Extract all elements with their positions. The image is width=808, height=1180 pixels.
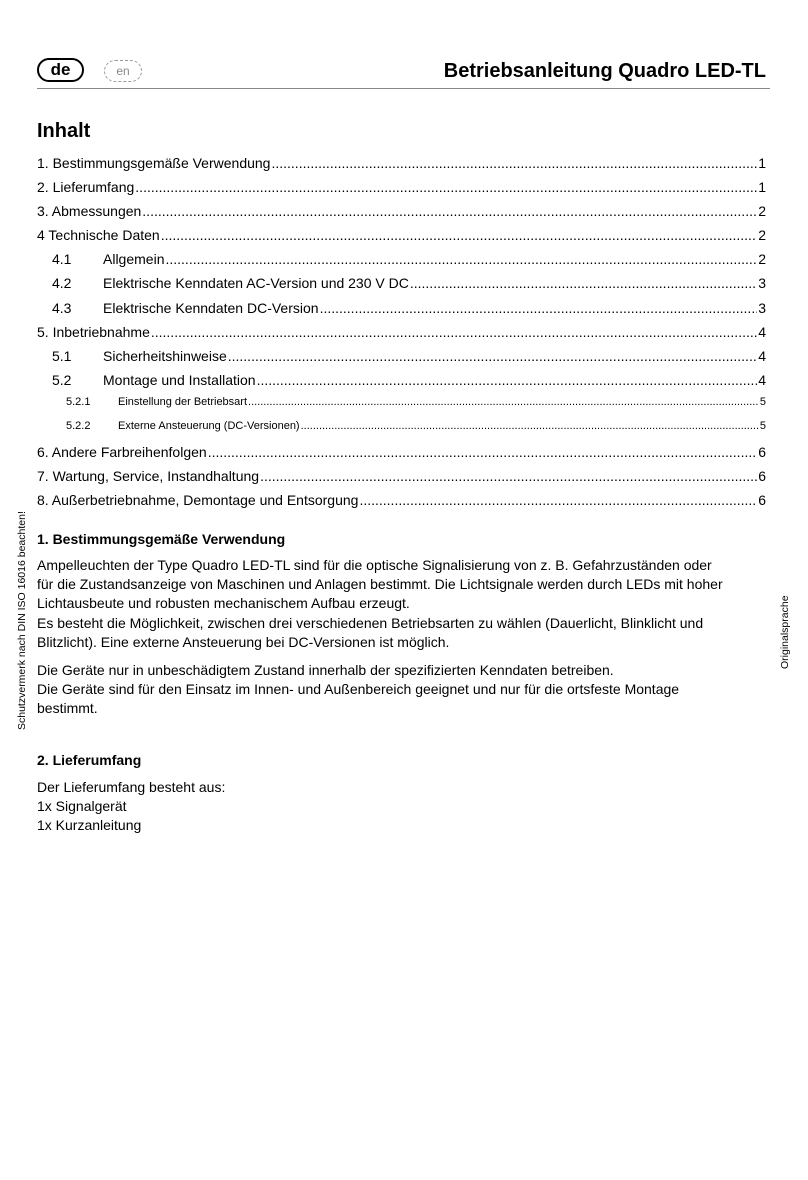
toc-entry-title: Elektrische Kenndaten DC-Version: [103, 299, 319, 316]
toc-entry-page: 1: [758, 179, 766, 196]
text-line: Lichtausbeute und robusten mechanischem Aufbau erzeugt.: [37, 595, 410, 612]
toc-entry[interactable]: [37, 492, 766, 516]
toc-heading: Inhalt: [37, 120, 91, 142]
header-divider: [37, 88, 770, 89]
toc-leader: [142, 203, 757, 219]
section-1-paragraph-1: [37, 556, 772, 652]
toc-entry-number: 5.1: [52, 347, 72, 364]
toc-leader: [228, 348, 757, 364]
toc-entry-title: 8. Außerbetriebnahme, Demontage und Entsorgung: [37, 492, 359, 509]
toc-entry-title: 3. Abmessungen: [37, 203, 142, 220]
text-line: Es besteht die Möglichkeit, zwischen drei verschiedenen Betriebsarten zu wählen (Dauerlicht, Blinklicht und: [37, 614, 704, 631]
original-language-note: Originalsprache: [779, 595, 791, 669]
toc-leader: [151, 324, 757, 340]
toc-entry[interactable]: [37, 468, 766, 492]
section-2-body: [37, 778, 772, 836]
toc-entry-page: 1: [758, 155, 766, 171]
toc-entry[interactable]: [37, 372, 766, 396]
toc-entry-page: 4: [758, 371, 766, 388]
toc-entry-page: 2: [758, 203, 766, 220]
table-of-contents: [37, 155, 766, 516]
toc-entry-title: Externe Ansteuerung (DC-Versionen): [118, 420, 300, 433]
toc-entry-number: 4.3: [52, 299, 72, 316]
toc-leader: [410, 275, 757, 291]
toc-entry-page: 6: [758, 492, 766, 509]
toc-leader: [165, 251, 757, 267]
toc-entry-title: 5. Inbetriebnahme: [37, 323, 150, 340]
language-en-badge[interactable]: en: [104, 60, 142, 82]
toc-entry[interactable]: [37, 444, 766, 468]
toc-entry-title: Sicherheitshinweise: [103, 347, 227, 364]
text-line: Blitzlicht). Eine externe Ansteuerung bei DC-Versionen ist möglich.: [37, 633, 450, 650]
toc-entry[interactable]: [37, 251, 766, 275]
toc-entry[interactable]: [37, 203, 766, 227]
toc-entry[interactable]: [37, 300, 766, 324]
toc-entry-page: 6: [758, 468, 766, 485]
section-1-paragraph-2: [37, 661, 772, 719]
text-line: für die Zustandsanzeige von Maschinen und Anlagen bestimmt. Die Lichtsignale werden durch LEDs mit hoher: [37, 576, 723, 593]
text-line: bestimmt.: [37, 700, 98, 717]
toc-entry-title: 7. Wartung, Service, Instandhaltung: [37, 468, 260, 485]
section-1-heading: 1. Bestimmungsgemäße Verwendung: [37, 531, 286, 547]
toc-entry[interactable]: [37, 179, 766, 203]
toc-entry-title: Einstellung der Betriebsart: [118, 395, 248, 408]
toc-entry-page: 2: [758, 251, 766, 268]
toc-entry-title: 1. Bestimmungsgemäße Verwendung: [37, 155, 271, 171]
text-line: Der Lieferumfang besteht aus:: [37, 779, 226, 795]
toc-entry-page: 5: [759, 395, 766, 408]
toc-entry[interactable]: [37, 420, 766, 444]
toc-entry-number: 4.2: [52, 275, 72, 292]
language-de-badge[interactable]: de: [37, 58, 84, 82]
toc-entry-page: 4: [758, 347, 766, 364]
toc-entry-number: 5.2.2: [66, 420, 91, 433]
toc-entry-title: 6. Andere Farbreihenfolgen: [37, 444, 207, 461]
toc-entry-number: 5.2.1: [66, 395, 91, 408]
toc-entry-title: 2. Lieferumfang: [37, 179, 135, 196]
toc-entry-page: 6: [758, 444, 766, 461]
toc-leader: [135, 179, 757, 195]
section-2-heading: 2. Lieferumfang: [37, 752, 142, 768]
toc-entry[interactable]: [37, 324, 766, 348]
toc-entry-page: 5: [759, 420, 766, 433]
toc-entry[interactable]: [37, 396, 766, 420]
toc-leader: [260, 468, 757, 484]
text-line: Die Geräte sind für den Einsatz im Innen- und Außenbereich geeignet und nur für die ortsfeste Montage: [37, 681, 680, 698]
toc-entry-page: 2: [758, 227, 766, 244]
toc-entry-page: 3: [758, 275, 766, 292]
toc-entry[interactable]: [37, 275, 766, 299]
toc-leader: [320, 300, 758, 316]
toc-entry-number: 5.2: [52, 371, 72, 388]
text-line: Die Geräte nur in unbeschädigtem Zustand innerhalb der spezifizierten Kenndaten betreiben.: [37, 662, 614, 678]
text-line: 1x Signalgerät: [37, 798, 127, 815]
toc-entry[interactable]: [37, 155, 766, 179]
toc-leader: [301, 420, 759, 432]
toc-entry-page: 3: [758, 299, 766, 316]
toc-entry[interactable]: [37, 348, 766, 372]
toc-entry-page: 4: [758, 323, 766, 340]
text-line: Ampelleuchten der Type Quadro LED-TL sind für die optische Signalisierung von z. B. Gefahrzuständen oder: [37, 557, 712, 573]
toc-entry-title: Montage und Installation: [103, 371, 256, 388]
toc-entry[interactable]: [37, 227, 766, 251]
toc-leader: [257, 372, 758, 388]
text-line: 1x Kurzanleitung: [37, 817, 142, 834]
toc-entry-title: Allgemein: [103, 251, 165, 268]
toc-leader: [359, 492, 757, 508]
toc-leader: [208, 444, 758, 460]
toc-entry-title: 4 Technische Daten: [37, 227, 160, 244]
protection-notice: Schutzvermerk nach DIN ISO 16016 beachten!: [16, 511, 28, 730]
toc-leader: [271, 155, 757, 171]
document-title: Betriebsanleitung Quadro LED-TL: [443, 60, 766, 82]
toc-leader: [161, 227, 757, 243]
toc-entry-title: Elektrische Kenndaten AC-Version und 230 V DC: [103, 275, 409, 292]
toc-leader: [248, 396, 759, 408]
toc-entry-number: 4.1: [52, 251, 72, 268]
